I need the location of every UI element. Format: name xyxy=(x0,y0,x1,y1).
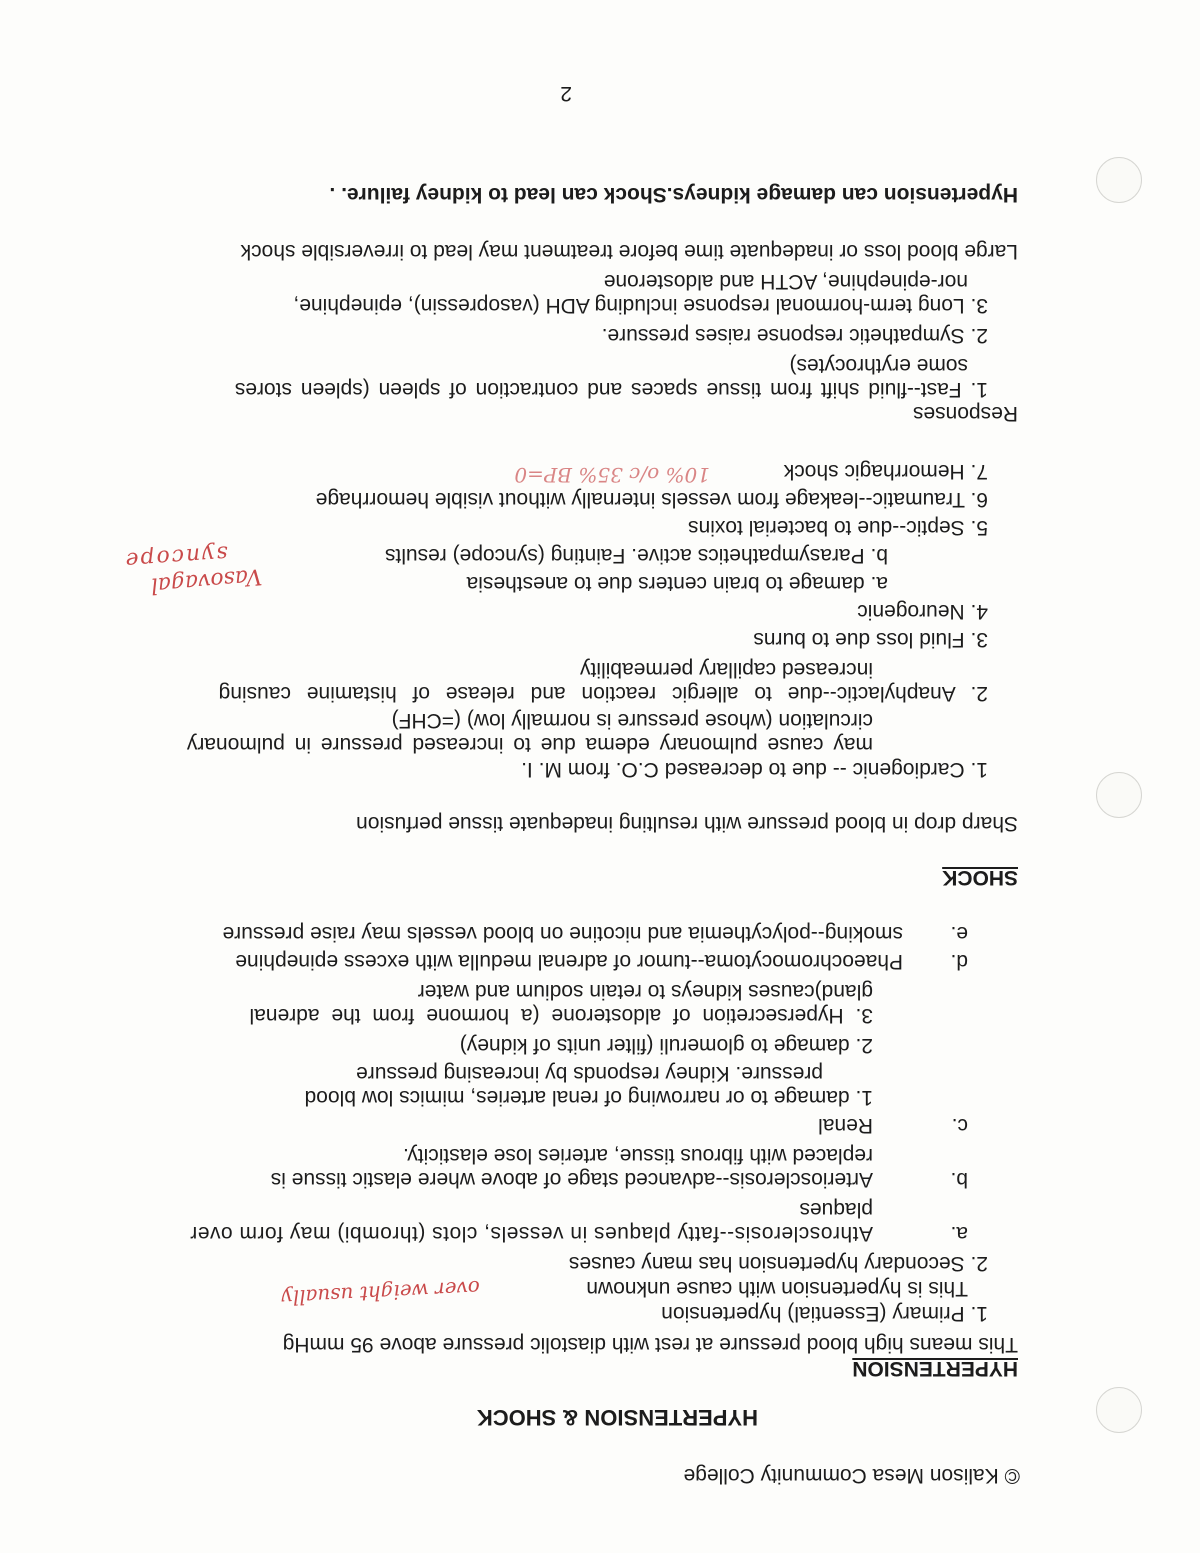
response-1-line-1: 1. Fast--fluid shift from tissue spaces and contraction of spleen (spleen stores xyxy=(234,378,988,401)
hypertension-definition: This means high blood pressure at rest with diastolic pressure above 95 mmHg xyxy=(282,1333,1018,1356)
item-c-marker: c. xyxy=(951,1114,968,1137)
secondary-intro: 2. Secondary hypertension has many causes xyxy=(568,1252,988,1275)
item-c3-line-2: gland)causes kidneys to retain sodium and water xyxy=(417,980,873,1003)
punch-hole xyxy=(1096,1387,1142,1433)
punch-hole xyxy=(1096,772,1142,818)
shock-type-1-line-3: circulation (whose pressure is normally low) (=CHF) xyxy=(391,709,873,732)
page-title: HYPERTENSION & SHOCK xyxy=(476,1405,758,1430)
item-d-marker: d. xyxy=(950,950,968,973)
item-c-line-1: Renal xyxy=(818,1114,873,1137)
handwritten-annotation-overweight: over weight usually xyxy=(280,1275,481,1311)
handwritten-annotation-hemorrhagic: 10% o/c 35% BP=0 xyxy=(514,463,710,487)
shock-type-1-line-2: may cause pulmonary edema due to increased pressure in pulmonary xyxy=(186,733,873,756)
shock-type-4a: a. damage to brain centers due to anesthesia xyxy=(466,572,888,595)
item-d-line-1: Phaeochromocytoma--tumor of adrenal medulla with excess epinephine xyxy=(235,950,903,973)
response-1-line-2: some erythrocytes) xyxy=(789,354,968,377)
item-c1-line-2: pressure. Kidney responds by increasing pressure xyxy=(356,1062,823,1085)
shock-definition: Sharp drop in blood pressure with resulting inadequate tissue perfusion xyxy=(356,812,1018,835)
item-a-line-2: plaques xyxy=(799,1198,873,1221)
item-a-marker: a. xyxy=(950,1222,968,1245)
item-a-line-1: Athrosclerosis--fatty plaques in vessels, clots (thrombi) may form over xyxy=(189,1222,873,1245)
response-2: 2. Sympathetic response raises pressure. xyxy=(601,324,988,347)
primary-line-2: This is hypertension with cause unknown xyxy=(586,1277,968,1300)
primary-line-1: 1. Primary (Essential) hypertension xyxy=(661,1302,988,1325)
shock-type-2-line-2: increased capillary permeability xyxy=(580,658,873,681)
shock-type-5: 5. Septic--due to bacterial toxins xyxy=(688,516,988,539)
item-b-marker: b. xyxy=(950,1168,968,1191)
shock-type-1-line-1: 1. Cardiogenic -- due to decreased C.O. from M. I. xyxy=(521,758,988,781)
item-b-line-2: replaced with fibrous tissue, arteries lose elasticity. xyxy=(403,1144,873,1167)
punch-hole xyxy=(1096,157,1142,203)
shock-type-6: 6. Traumatic--leakage from vessels internally without visible hemorrhage xyxy=(315,488,988,511)
large-blood-loss-note: Large blood loss or inadequate time before treatment may lead to irreversible shock xyxy=(240,240,1018,263)
shock-type-4: 4. Neurogenic xyxy=(857,600,988,623)
response-3-line-1: 3. Long term-hormonal response including ADH (vasopressin), epinephine, xyxy=(293,294,988,317)
page-number: 2 xyxy=(560,82,572,105)
item-c3-line-1: 3. Hypersecretion of aldosterone (a hormone from the adrenal xyxy=(249,1004,873,1027)
item-c1-line-1: 1. damage to or narrowing of renal arteries, mimics low blood xyxy=(304,1086,873,1109)
copyright-line: © Kalison Mesa Community College xyxy=(683,1464,1020,1487)
hypertension-heading: HYPERTENSION xyxy=(852,1357,1018,1380)
shock-type-4b: b. Parasympathetics active. Fainting (syncope) results xyxy=(384,544,888,567)
handwritten-annotation-vasovagal: Vasovagal xyxy=(149,563,263,598)
response-3-line-2: nor-epinephine, ACTH and aldosterone xyxy=(603,270,968,293)
item-e-marker: e. xyxy=(950,922,968,945)
item-b-line-1: Arteriosclerosis--advanced stage of above where elastic tissue is xyxy=(270,1168,873,1191)
handwritten-annotation-syncope: syncope xyxy=(122,540,229,573)
responses-heading: Responses xyxy=(912,402,1018,425)
conclusion-line: Hypertension can damage kidneys.Shock can lead to kidney failure. . xyxy=(329,183,1018,206)
shock-type-2-line-1: 2. Anaphylactic--due to allergic reaction and release of histamine causing xyxy=(218,682,988,705)
item-c2: 2. damage to glomeruli (filter units of kidney) xyxy=(459,1034,873,1057)
shock-heading: SHOCK xyxy=(942,866,1018,889)
shock-type-3: 3. Fluid loss due to burns xyxy=(753,628,988,651)
item-e-line-1: smoking--polycythemia and nicotine on blood vessels may raise pressure xyxy=(222,922,903,945)
shock-type-7: 7. Hemorrhagic shock xyxy=(783,460,988,483)
